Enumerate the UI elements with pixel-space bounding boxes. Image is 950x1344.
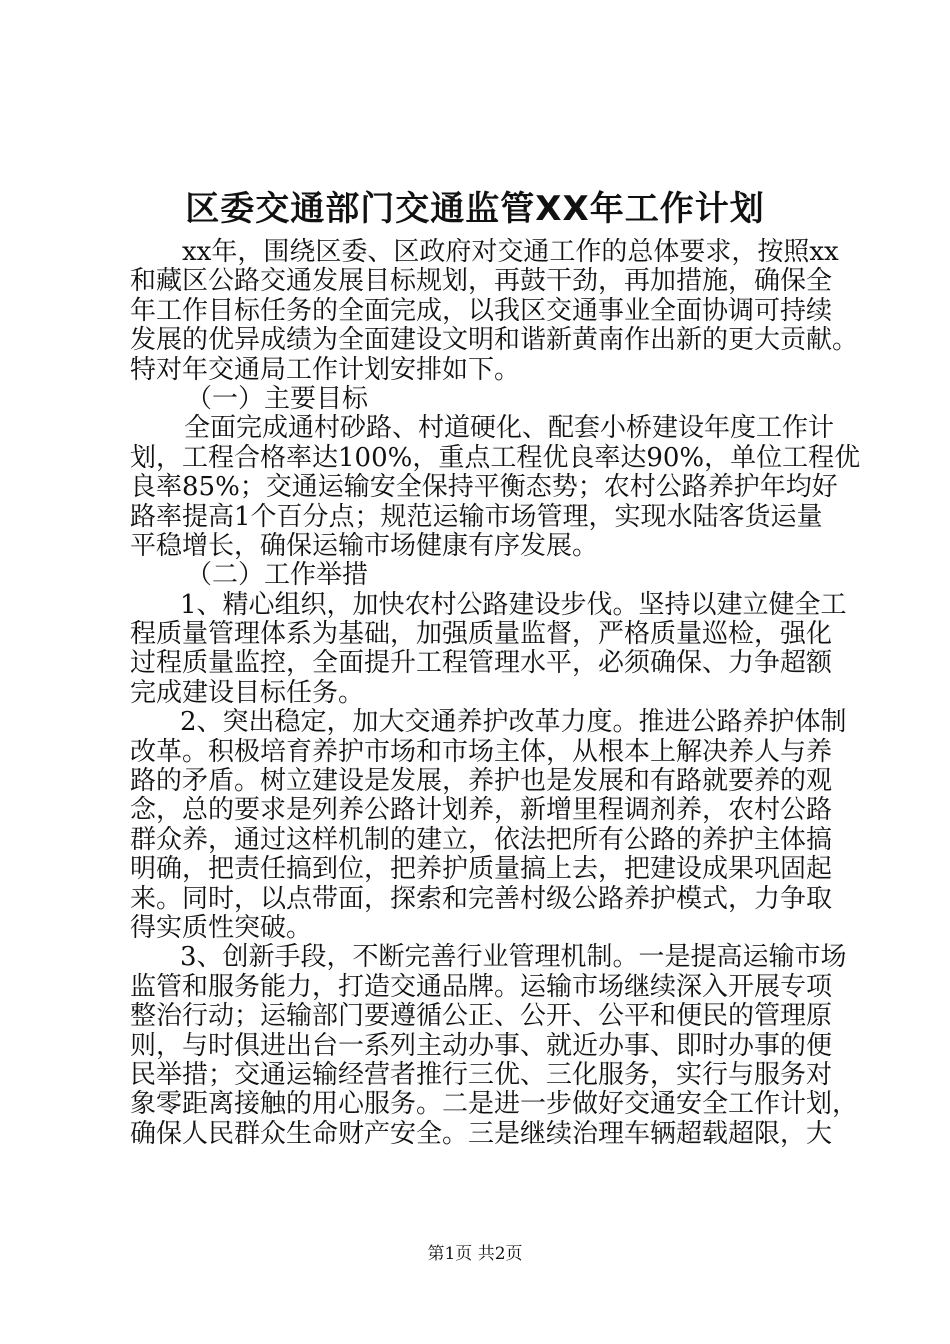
section-heading: （一）主要目标: [186, 383, 369, 414]
paragraph-line: 3、创新手段，不断完善行业管理机制。一是提高运输市场: [180, 942, 847, 973]
paragraph-line: xx年，围绕区委、区政府对交通工作的总体要求，按照xx: [182, 237, 839, 267]
paragraph-line: 民举措；交通运输经营者推行三优、三化服务，实行与服务对: [130, 1059, 833, 1090]
paragraph-line: 全面完成通村砂路、村道硬化、配套小桥建设年度工作计: [184, 413, 835, 444]
paragraph-line: 良率85%；交通运输安全保持平衡态势；农村公路养护年均好: [130, 472, 838, 503]
paragraph-line: 则，与时俱进出台一系列主动办事、就近办事、即时办事的便: [130, 1030, 833, 1061]
page-number-footer: 第1页 共2页: [427, 1244, 523, 1264]
paragraph-line: 来。同时，以点带面，探索和完善村级公路养护模式，力争取: [130, 883, 833, 914]
paragraph-line: 群众养，通过这样机制的建立，依法把所有公路的养护主体搞: [130, 824, 833, 855]
paragraph-line: 路的矛盾。树立建设是发展，养护也是发展和有路就要养的观: [130, 766, 833, 797]
paragraph-line: 特对年交通局工作计划安排如下。: [130, 354, 521, 385]
paragraph-line: 完成建设目标任务。: [130, 677, 365, 708]
document-body: [130, 237, 861, 1149]
paragraph-line: 路率提高1个百分点；规范运输市场管理，实现水陆客货运量: [130, 501, 823, 532]
paragraph-line: 划，工程合格率达100%，重点工程优良率达90%，单位工程优: [130, 442, 861, 473]
paragraph-line: 和藏区公路交通发展目标规划，再鼓干劲，再加措施，确保全: [130, 266, 833, 297]
paragraph-line: 平稳增长，确保运输市场健康有序发展。: [130, 530, 599, 561]
paragraph-line: 整治行动；运输部门要遵循公正、公开、公平和便民的管理原: [130, 1001, 833, 1032]
paragraph-line: 发展的优异成绩为全面建设文明和谐新黄南作出新的更大贡献。: [130, 325, 859, 356]
paragraph-line: 年工作目标任务的全面完成，以我区交通事业全面协调可持续: [130, 295, 833, 326]
paragraph-line: 过程质量监控，全面提升工程管理水平，必须确保、力争超额: [130, 648, 833, 679]
paragraph-line: 2、突出稳定，加大交通养护改革力度。推进公路养护体制: [180, 707, 847, 738]
paragraph-line: 象零距离接触的用心服务。二是进一步做好交通安全工作计划，: [130, 1089, 859, 1120]
paragraph-line: 改革。积极培育养护市场和市场主体，从根本上解决养人与养: [130, 736, 833, 767]
paragraph-line: 确保人民群众生命财产安全。三是继续治理车辆超载超限，大: [130, 1118, 833, 1149]
section-heading: （二）工作举措: [186, 560, 369, 591]
paragraph-line: 念，总的要求是列养公路计划养，新增里程调剂养，农村公路: [130, 795, 833, 826]
paragraph-line: 明确，把责任搞到位，把养护质量搞上去，把建设成果巩固起: [130, 854, 833, 885]
paragraph-line: 监管和服务能力，打造交通品牌。运输市场继续深入开展专项: [130, 971, 833, 1002]
paragraph-line: 1、精心组织，加快农村公路建设步伐。坚持以建立健全工: [180, 589, 847, 620]
paragraph-line: 程质量管理体系为基础，加强质量监督，严格质量巡检，强化: [130, 619, 833, 650]
paragraph-line: 得实质性突破。: [130, 912, 313, 943]
document-title: 区委交通部门交通监管XX年工作计划: [185, 189, 765, 229]
